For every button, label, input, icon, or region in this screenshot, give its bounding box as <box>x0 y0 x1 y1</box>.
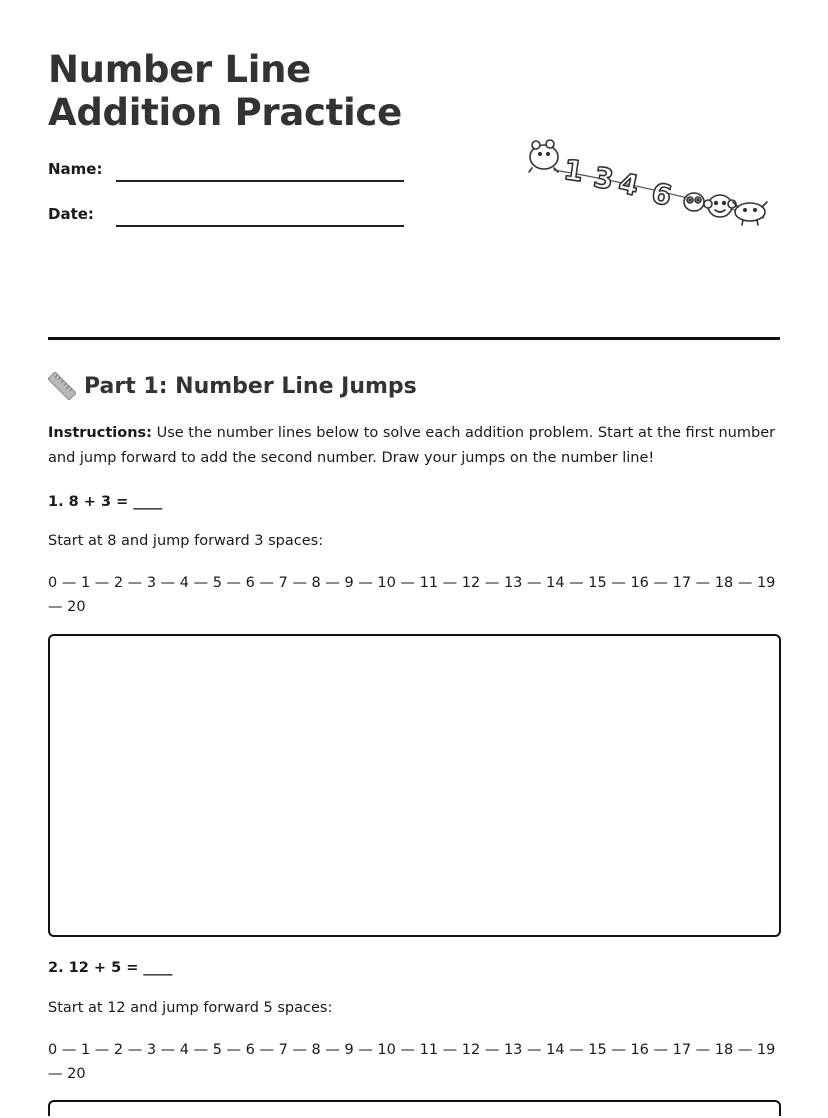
ruler-icon <box>48 372 76 400</box>
art-number-3: 3 <box>591 160 617 197</box>
date-field-line[interactable] <box>116 225 404 227</box>
number-line-animals-illustration <box>524 130 774 230</box>
instructions-label: Instructions: <box>48 425 152 441</box>
instructions-paragraph <box>48 421 778 471</box>
part-1-title: Part 1: Number Line Jumps <box>84 373 417 399</box>
problem-1-prompt: Start at 8 and jump forward 3 spaces: <box>48 533 324 549</box>
page-title: Number Line Addition Practice <box>48 48 402 134</box>
name-label: Name: <box>48 160 103 178</box>
owl-icon <box>684 193 704 211</box>
hamster-icon <box>529 140 558 172</box>
monkey-icon <box>704 195 736 217</box>
problem-2-work-area[interactable] <box>48 1100 781 1116</box>
name-field-line[interactable] <box>116 180 404 182</box>
section-divider <box>48 337 780 340</box>
cow-icon <box>733 202 767 225</box>
problem-1-work-area[interactable] <box>48 634 781 937</box>
part-1-heading <box>48 372 417 400</box>
problem-2-prompt: Start at 12 and jump forward 5 spaces: <box>48 1000 333 1016</box>
problem-1-number-line: 0 — 1 — 2 — 3 — 4 — 5 — 6 — 7 — 8 — 9 — 10 — 11 — 12 — 13 — 14 — 15 — 16 — 17 — 18 — 19 — 20 <box>48 575 776 615</box>
art-number-4: 4 <box>615 166 642 203</box>
problem-2-heading: 2. 12 + 5 = ____ <box>48 960 173 976</box>
date-label: Date: <box>48 205 94 223</box>
instructions-text: Use the number lines below to solve each addition problem. Start at the first number and jump forward to add the second number. Draw your jumps on the number line! <box>48 425 776 466</box>
art-number-6: 6 <box>648 176 676 213</box>
problem-1-heading: 1. 8 + 3 = ____ <box>48 494 163 510</box>
art-number-1: 1 <box>561 153 586 189</box>
problem-2-number-line: 0 — 1 — 2 — 3 — 4 — 5 — 6 — 7 — 8 — 9 — 10 — 11 — 12 — 13 — 14 — 15 — 16 — 17 — 18 — 19 — 20 <box>48 1042 776 1082</box>
